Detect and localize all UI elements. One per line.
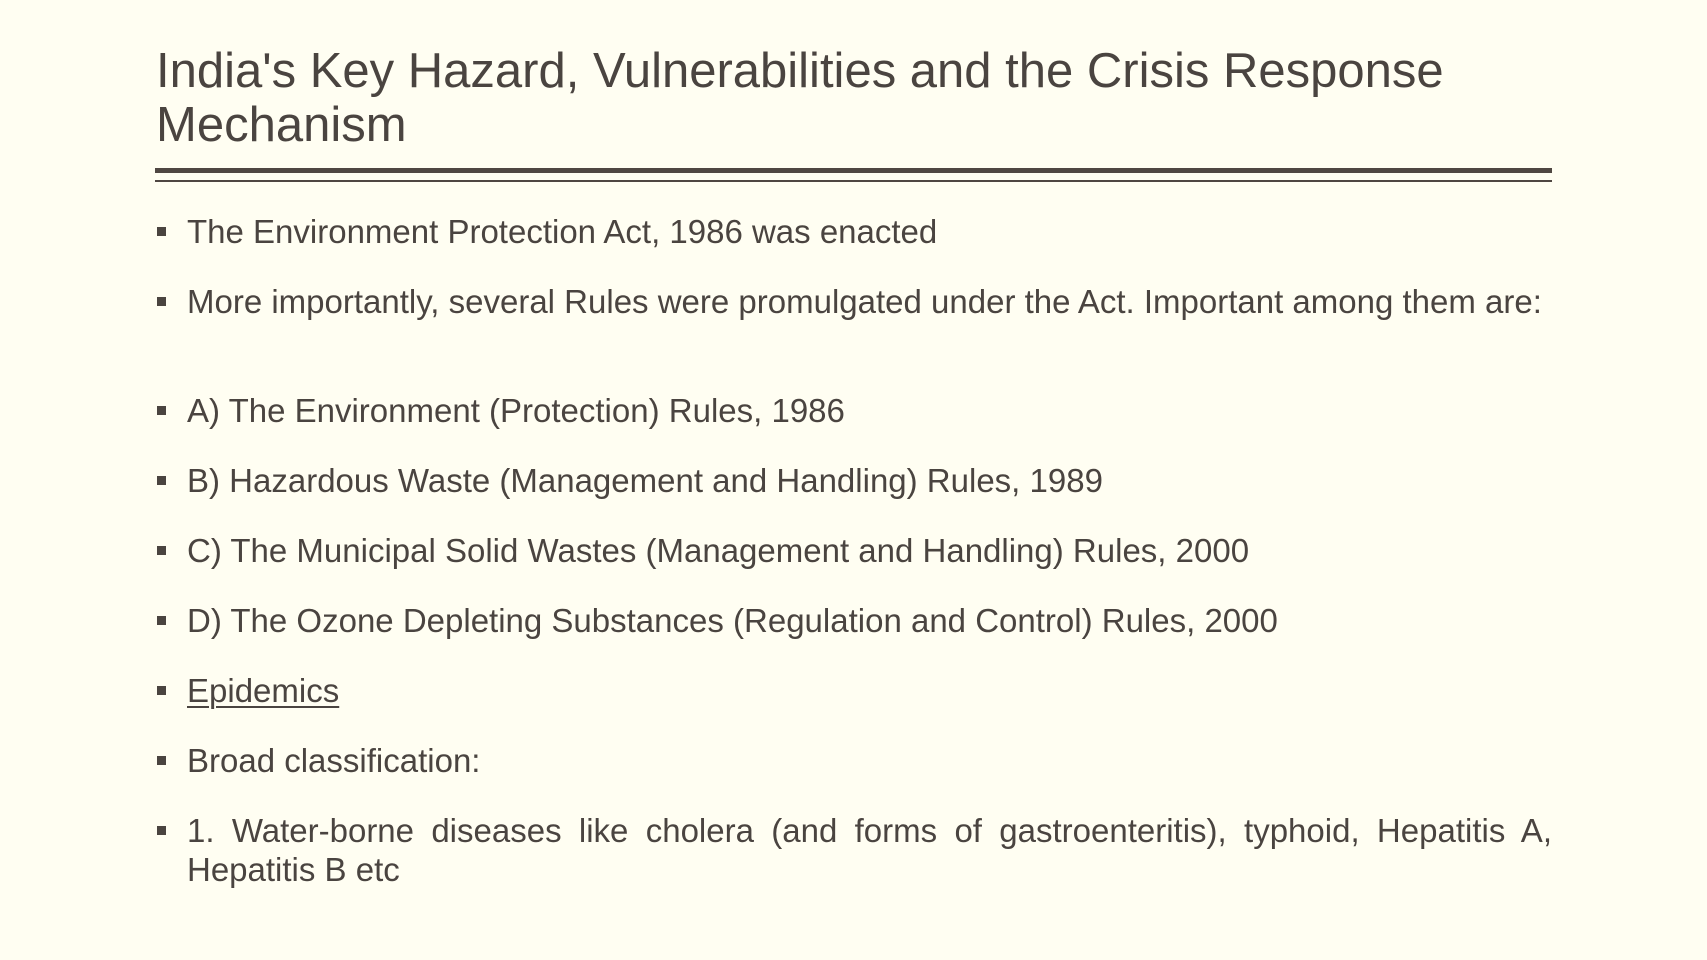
title-divider-thin (155, 180, 1552, 182)
square-bullet-icon (157, 616, 166, 625)
bullet-item (156, 671, 1552, 741)
bullet-text: B) Hazardous Waste (Management and Handling) Rules, 1989 (187, 462, 1103, 499)
bullet-item (156, 741, 1552, 811)
bullet-text: C) The Municipal Solid Wastes (Management and Handling) Rules, 2000 (187, 532, 1250, 569)
bullet-text: 1. Water-borne diseases like cholera (and forms of gastroenteritis), typhoid, Hepatitis A, Hepatitis B etc (187, 812, 1552, 888)
bullet-text: More importantly, several Rules were promulgated under the Act. Important among them are: (187, 283, 1542, 320)
square-bullet-icon (157, 476, 166, 485)
square-bullet-icon (157, 826, 166, 835)
square-bullet-icon (157, 686, 166, 695)
square-bullet-icon (157, 756, 166, 765)
bullet-text: Broad classification: (187, 742, 481, 779)
bullet-item (156, 601, 1552, 671)
title-divider-thick (155, 168, 1552, 173)
square-bullet-icon (157, 227, 166, 236)
square-bullet-icon (157, 297, 166, 306)
bullet-item (156, 461, 1552, 531)
square-bullet-icon (157, 546, 166, 555)
bullet-text: A) The Environment (Protection) Rules, 1986 (187, 392, 845, 429)
section-heading-epidemics: Epidemics (187, 672, 340, 709)
bullet-item (156, 212, 1552, 282)
bullet-text: D) The Ozone Depleting Substances (Regulation and Control) Rules, 2000 (187, 602, 1278, 639)
bullet-list (156, 212, 1552, 891)
bullet-item (156, 811, 1552, 891)
bullet-item (156, 531, 1552, 601)
bullet-item (156, 282, 1552, 391)
bullet-text: The Environment Protection Act, 1986 was enacted (187, 213, 938, 250)
square-bullet-icon (157, 406, 166, 415)
bullet-item (156, 391, 1552, 461)
slide-title: India's Key Hazard, Vulnerabilities and the Crisis Response Mechanism (156, 44, 1444, 152)
